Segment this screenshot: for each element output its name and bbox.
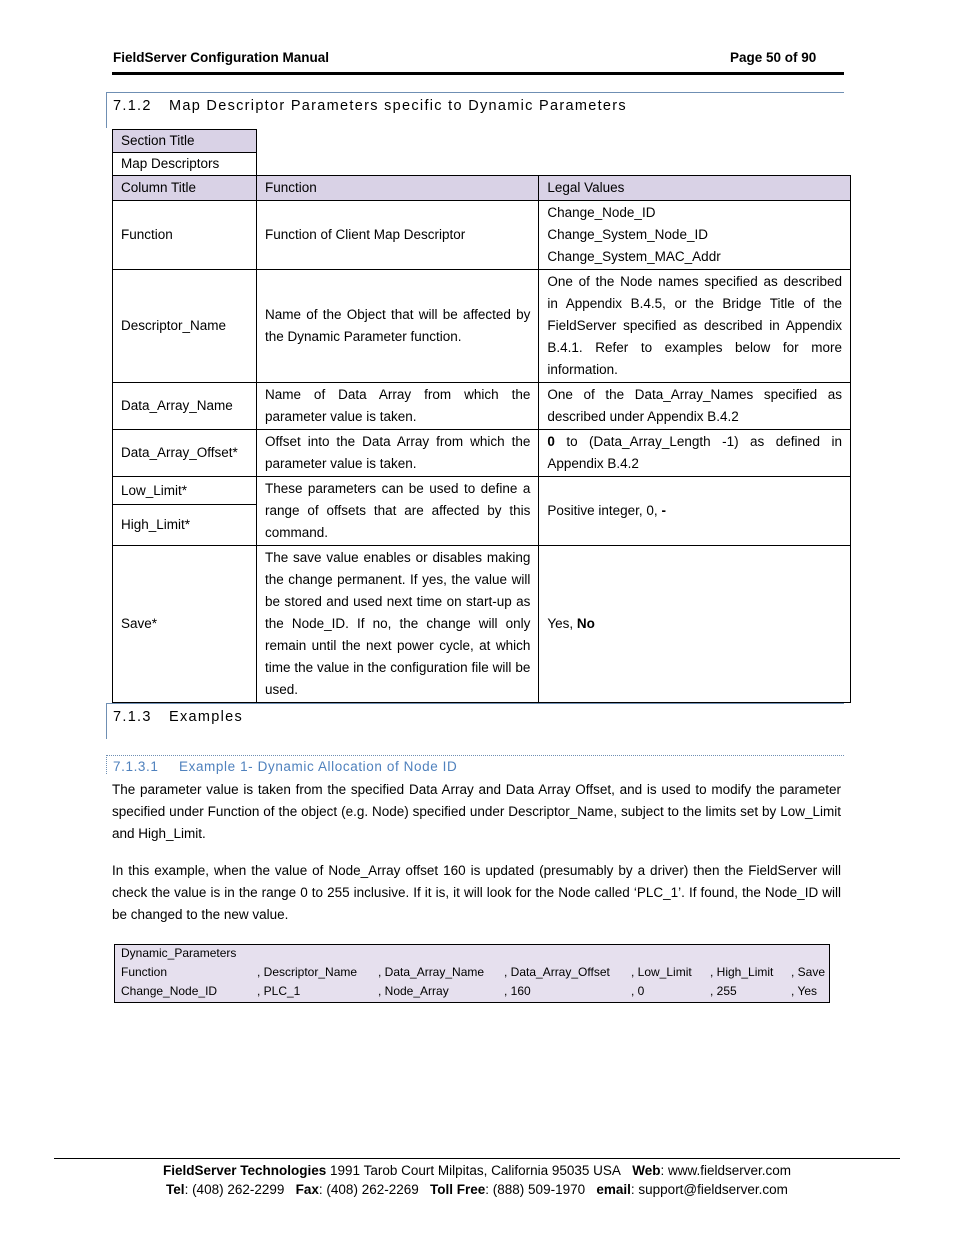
config-cell: , PLC_1 [257, 984, 301, 998]
manual-title: FieldServer Configuration Manual [113, 50, 330, 65]
tel-value: : (408) 262-2299 [184, 1182, 285, 1197]
function-cell: Function of Client Map Descriptor [256, 201, 538, 270]
table-header-row [113, 176, 851, 201]
section-title-header: Section Title [113, 130, 257, 153]
table-row [113, 201, 851, 270]
legal-value-text: Yes, [547, 616, 577, 631]
legal-value-bold: - [661, 503, 666, 518]
config-title: Dynamic_Parameters [121, 946, 237, 960]
config-cell: , Low_Limit [631, 965, 692, 979]
section-number: 7.1.3 [113, 709, 152, 725]
email-label: email [596, 1182, 631, 1197]
tollfree-value: : (888) 509-1970 [485, 1182, 586, 1197]
fax-value: : (408) 262-2269 [318, 1182, 419, 1197]
legal-values-cell: One of the Node names specified as described in Appendix B.4.5, or the Bridge Title of the FieldServer specified as described in Appendix B.4.1. Refer to examples below for more information. [539, 270, 851, 383]
web-label: Web [632, 1163, 661, 1178]
section-heading-7-1-2 [106, 92, 844, 128]
table-row [113, 430, 851, 477]
function-cell: These parameters can be used to define a range of offsets that are affected by this command. [256, 477, 538, 546]
paragraph: The parameter value is taken from the specified Data Array and Data Array Offset, and is used to modify the parameter specified under Function of the object (e.g. Node) specified under Descriptor_Name, subject to the limits set by Low_Limit and High_Limit. [112, 782, 841, 841]
section-title: Examples [169, 709, 244, 725]
table-row [113, 477, 851, 505]
config-cell: , Yes [791, 984, 818, 998]
column-title-cell: Data_Array_Offset* [113, 430, 257, 477]
email-value: : support@fieldserver.com [630, 1182, 788, 1197]
subsection-title: Example 1- Dynamic Allocation of Node ID [179, 759, 458, 774]
function-cell: Offset into the Data Array from which the parameter value is taken. [256, 430, 538, 477]
legal-values-cell [539, 477, 851, 546]
page-number: Page 50 of 90 [730, 50, 817, 65]
footer-line-2 [0, 1182, 954, 1197]
subsection-number: 7.1.3.1 [113, 759, 159, 774]
legal-value-bold: 0 [547, 434, 555, 449]
legal-values-cell [539, 546, 851, 703]
config-cell: , Data_Array_Name [378, 965, 485, 979]
config-cell: , 255 [710, 984, 737, 998]
legal-values-cell [539, 430, 851, 477]
config-cell: , Save [791, 965, 826, 979]
company-address: 1991 Tarob Court Milpitas, California 95035 USA [326, 1163, 621, 1178]
section-title-table [112, 129, 257, 176]
config-cell: , 160 [504, 984, 531, 998]
subsection-heading-7-1-3-1 [106, 755, 844, 774]
column-header: Legal Values [539, 176, 851, 201]
company-name: FieldServer Technologies [162, 1163, 327, 1178]
legal-values-cell: One of the Data_Array_Names specified as described under Appendix B.4.2 [539, 383, 851, 430]
table-row [113, 546, 851, 703]
column-title-cell: Save* [113, 546, 257, 703]
footer-rule [54, 1158, 900, 1159]
config-cell: , 0 [631, 984, 645, 998]
column-header: Column Title [113, 176, 257, 201]
section-number: 7.1.2 [113, 98, 152, 114]
table-row [113, 383, 851, 430]
parameters-table [112, 175, 851, 703]
header-rule [112, 72, 844, 75]
config-cell: , Descriptor_Name [257, 965, 358, 979]
tel-label: Tel [166, 1182, 185, 1197]
config-cell: Change_Node_ID [121, 984, 218, 998]
table-row [113, 270, 851, 383]
legal-values-cell [539, 201, 851, 270]
legal-value-bold: No [576, 616, 595, 631]
function-cell: Name of the Object that will be affected by the Dynamic Parameter function. [256, 270, 538, 383]
paragraph: In this example, when the value of Node_Array offset 160 is updated (presumably by a driver) then the FieldServer will check the value is in the range 0 to 255 inclusive. If it is, it will look for the Node called ‘PLC_1’. If found, the Node_ID will be changed to the new value. [112, 863, 841, 922]
tollfree-label: Toll Free [430, 1182, 486, 1197]
legal-value: Change_System_Node_ID [547, 227, 708, 242]
column-title-cell: Low_Limit* [113, 477, 257, 505]
section-title: Map Descriptor Parameters specific to Dynamic Parameters [169, 98, 627, 114]
web-value: : www.fieldserver.com [660, 1163, 792, 1178]
config-cell: , Node_Array [378, 984, 449, 998]
section-heading-7-1-3 [106, 703, 844, 739]
legal-value: Change_System_MAC_Addr [547, 249, 721, 264]
legal-value-text: Positive integer, 0, [547, 503, 662, 518]
config-example-box [114, 944, 830, 1003]
config-cell: , High_Limit [710, 965, 774, 979]
column-title-cell: Descriptor_Name [113, 270, 257, 383]
config-cell: , Data_Array_Offset [504, 965, 610, 979]
fax-label: Fax [295, 1182, 319, 1197]
function-cell: Name of Data Array from which the parameter value is taken. [256, 383, 538, 430]
column-title-cell: Function [113, 201, 257, 270]
column-title-cell: Data_Array_Name [113, 383, 257, 430]
column-title-cell: High_Limit* [113, 505, 257, 546]
column-header: Function [256, 176, 538, 201]
legal-value-text: to (Data_Array_Length -1) as defined in Appendix B.4.2 [547, 434, 842, 471]
config-cell: Function [121, 965, 168, 979]
footer-line-1 [0, 1163, 954, 1178]
legal-value: Change_Node_ID [547, 205, 656, 220]
section-title-value: Map Descriptors [113, 153, 257, 176]
function-cell: The save value enables or disables making the change permanent. If yes, the value will be stored and used next time on start-up as the Node_ID. If no, the change will only remain until the next power cycle, at which time the value in the configuration file will be used. [256, 546, 538, 703]
